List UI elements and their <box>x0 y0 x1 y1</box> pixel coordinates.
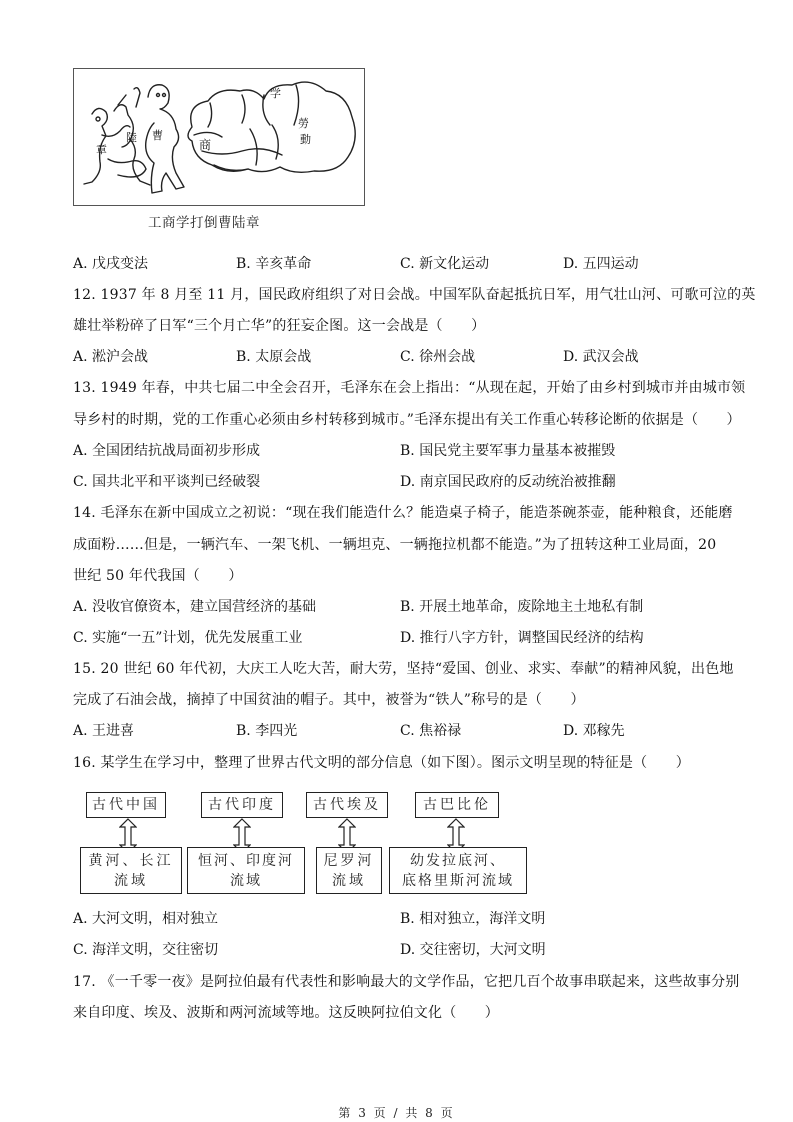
cartoon-label-lu: 陸 <box>126 131 137 144</box>
diagram-top-label: 古代埃及 <box>313 797 381 813</box>
diagram-bottom-line-1: 幼发拉底河、 <box>410 852 506 869</box>
q13-stem-line-2: 导乡村的时期，党的工作重心必须由乡村转移到城市。”毛泽东提出有关工作重心转移论断的依据是（ ） <box>73 412 741 428</box>
q11-option-b[interactable]: B. 辛亥革命 <box>236 256 312 272</box>
q11-option-a[interactable]: A. 戊戌变法 <box>73 256 149 272</box>
q12-stem-line-2: 雄壮举粉碎了日军“三个月亡华”的狂妄企图。这一会战是（ ） <box>73 318 486 334</box>
q16-stem-line-1: 16. 某学生在学习中，整理了世界古代文明的部分信息（如下图）。图示文明呈现的特征是（ ） <box>73 755 690 771</box>
diagram-bottom-line-2: 流域 <box>114 872 148 889</box>
q15-stem-line-2: 完成了石油会战，摘掉了中国贫油的帽子。其中，被誉为“铁人”称号的是（ ） <box>73 692 585 708</box>
q15-option-b[interactable]: B. 李四光 <box>236 723 298 739</box>
cartoon-label-zhang: 章 <box>96 143 107 156</box>
diagram-top-box-babylon <box>415 792 499 818</box>
q12-stem-line-1: 12. 1937 年 8 月至 11 月，国民政府组织了对日会战。中国军队奋起抵抗日军，用气壮山河、可歌可泣的英 <box>73 287 756 303</box>
q14-option-c[interactable]: C. 实施“一五”计划，优先发展重工业 <box>73 630 303 646</box>
diagram-bottom-line-1: 黄河、长江 <box>88 852 174 869</box>
diagram-bottom-line-1: 恒河、印度河 <box>198 852 294 869</box>
q12-option-b[interactable]: B. 太原会战 <box>236 349 312 365</box>
diagram-bottom-line-2: 流域 <box>332 872 366 889</box>
q17-stem-line-2: 来自印度、埃及、波斯和两河流域等地。这反映阿拉伯文化（ ） <box>73 1005 499 1021</box>
cartoon-figure <box>73 68 365 206</box>
diagram-bottom-box-egypt <box>316 847 382 894</box>
svg-text:商: 商 <box>199 138 212 152</box>
svg-text:曹: 曹 <box>152 129 163 142</box>
q15-option-a[interactable]: A. 王进喜 <box>73 723 135 739</box>
diagram-top-box-egypt <box>306 792 388 818</box>
fist-cartoon-illustration <box>74 69 364 205</box>
q16-option-c[interactable]: C. 海洋文明，交往密切 <box>73 942 219 958</box>
q12-option-c[interactable]: C. 徐州会战 <box>400 349 476 365</box>
q14-option-b[interactable]: B. 开展土地革命，废除地主土地私有制 <box>400 599 644 615</box>
q12-option-d[interactable]: D. 武汉会战 <box>563 349 639 365</box>
figure-caption: 工商学打倒曹陆章 <box>148 215 260 231</box>
diagram-bottom-line-2: 底格里斯河流域 <box>402 872 514 889</box>
diagram-top-label: 古代中国 <box>92 797 160 813</box>
q15-stem-line-1: 15. 20 世纪 60 年代初，大庆工人吃大苦，耐大劳，坚持“爱国、创业、求实、奉献”的精神风貌，出色地 <box>73 661 734 677</box>
q13-stem-line-1: 13. 1949 年春，中共七届二中全会召开，毛泽东在会上指出：“从现在起，开始了由乡村到城市并由城市领 <box>73 380 746 396</box>
diagram-top-label: 古代印度 <box>208 797 276 813</box>
q15-option-c[interactable]: C. 焦裕禄 <box>400 723 462 739</box>
q17-stem-line-1: 17. 《一千零一夜》是阿拉伯最有代表性和影响最大的文学作品，它把几百个故事串联起来，这些故事分别 <box>73 974 740 990</box>
q11-option-d[interactable]: D. 五四运动 <box>563 256 639 272</box>
q12-option-a[interactable]: A. 淞沪会战 <box>73 349 149 365</box>
diagram-top-box-india <box>201 792 283 818</box>
diagram-bottom-line-1: 尼罗河 <box>323 852 375 869</box>
q14-stem-line-1: 14. 毛泽东在新中国成立之初说：“现在我们能造什么？能造桌子椅子，能造茶碗茶壶，能种粮食，还能磨 <box>73 505 733 521</box>
q13-option-b[interactable]: B. 国民党主要军事力量基本被摧毁 <box>400 443 616 459</box>
q16-option-b[interactable]: B. 相对独立，海洋文明 <box>400 911 546 927</box>
svg-text:学: 学 <box>270 87 281 100</box>
q16-option-d[interactable]: D. 交往密切，大河文明 <box>400 942 546 958</box>
q11-option-c[interactable]: C. 新文化运动 <box>400 256 490 272</box>
diagram-bottom-line-2: 流域 <box>230 872 262 889</box>
q13-option-c[interactable]: C. 国共北平和平谈判已经破裂 <box>73 474 261 490</box>
diagram-bottom-box-india <box>187 847 305 894</box>
svg-text:動: 動 <box>300 133 311 146</box>
q13-option-a[interactable]: A. 全国团结抗战局面初步形成 <box>73 443 261 459</box>
q14-stem-line-3: 世纪 50 年代我国（ ） <box>73 568 243 584</box>
diagram-top-box-china <box>86 792 166 818</box>
diagram-bottom-box-babylon <box>389 847 527 894</box>
q13-option-d[interactable]: D. 南京国民政府的反动统治被推翻 <box>400 474 616 490</box>
q14-option-d[interactable]: D. 推行八字方针，调整国民经济的结构 <box>400 630 644 646</box>
q14-option-a[interactable]: A. 没收官僚资本，建立国营经济的基础 <box>73 599 317 615</box>
q14-stem-line-2: 成面粉……但是，一辆汽车、一架飞机、一辆坦克、一辆拖拉机都不能造。”为了扭转这种工业局面，20 <box>73 537 717 553</box>
page-number-footer: 第 3 页 / 共 8 页 <box>338 1106 455 1120</box>
diagram-top-label: 古巴比伦 <box>423 797 491 813</box>
diagram-bottom-box-china <box>80 847 182 894</box>
q15-option-d[interactable]: D. 邓稼先 <box>563 723 625 739</box>
svg-text:勞: 勞 <box>298 117 309 130</box>
q16-option-a[interactable]: A. 大河文明，相对独立 <box>73 911 219 927</box>
